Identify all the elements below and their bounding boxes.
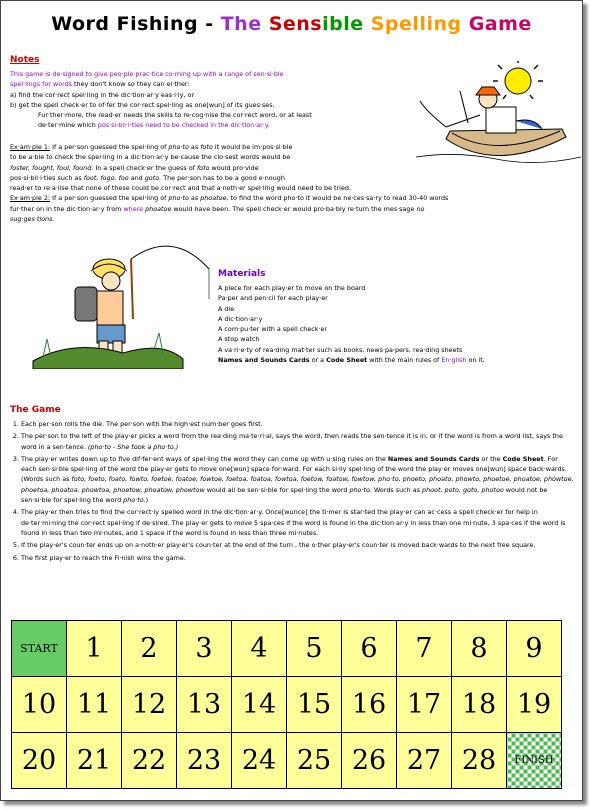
notes-text-span: spel·lings for words bbox=[10, 80, 75, 89]
board-square: 24 bbox=[232, 733, 287, 789]
game-step bbox=[21, 507, 575, 538]
game-step-text: The play·er writes down up to five dif·fer·ent ways of spel·ling the word they can come up with u·sing rules on the bbox=[21, 454, 388, 463]
game-step-text: (pho·to - She took a pho·to.) bbox=[87, 442, 179, 451]
game-step bbox=[21, 540, 575, 550]
board-finish-square: FINISH bbox=[507, 733, 562, 789]
notes-text-span: read·er to re·a·lise that none of these could be cor·rect and that a·noth·er spel·ling would need to be tried. bbox=[10, 184, 351, 193]
materials-item bbox=[218, 283, 558, 293]
materials-item bbox=[218, 293, 558, 303]
board-square: 5 bbox=[287, 621, 342, 677]
game-step-text: If the play·er's coun·ter ends up on a·noth·er play·er's coun·ter at the end of the turn , the o·ther play·er's coun·ter is moved back·wards to the next free square. bbox=[21, 541, 536, 550]
materials-item bbox=[218, 355, 558, 365]
materials-item bbox=[218, 314, 558, 324]
materials-heading: Materials bbox=[218, 269, 266, 279]
notes-line bbox=[10, 163, 546, 173]
notes-text-span: as bbox=[188, 194, 201, 203]
notes-text bbox=[10, 69, 380, 131]
notes-text-span: phoatoe bbox=[145, 204, 172, 213]
board-square: 9 bbox=[507, 621, 562, 677]
notes-line bbox=[10, 193, 546, 203]
notes-text-span: In a spell check·er the guess of bbox=[93, 163, 197, 172]
notes-line bbox=[10, 152, 546, 162]
board-row bbox=[12, 733, 562, 789]
notes-text-span: they don't know so they can ei·ther: bbox=[74, 80, 190, 89]
board-row bbox=[12, 677, 562, 733]
notes-text-span: and bbox=[128, 173, 145, 182]
game-board bbox=[11, 620, 562, 789]
notes-text-span: This game is de·signed to give peo·ple prac·tice co·ming up with a range of sen·si·ble bbox=[10, 70, 284, 78]
notes-text-span: If a per·son guessed the spel·ling of bbox=[50, 194, 169, 203]
materials-item-text: on it. bbox=[466, 356, 485, 365]
notes-line bbox=[10, 142, 546, 152]
game-step-text: foto, foeto, foato, fowto, foetoe, foatoe, fowtoe, foetoa, foatoa, fowtoa, foetow, foatow, fowtow, pho·to, phoeto, phoato, phowto, phoetoe, phoatoe, phowtoe, phoetoa, phoatoa, phowtoa, phoetow, phoatow, phowtow bbox=[21, 475, 574, 494]
notes-line bbox=[10, 90, 380, 100]
board-square: 13 bbox=[177, 677, 232, 733]
board-square: 3 bbox=[177, 621, 232, 677]
notes-text-span: sug·ges·tions. bbox=[10, 215, 55, 224]
materials-item-text: A die bbox=[218, 304, 235, 313]
materials-item-text: A dic·tion·ar·y bbox=[218, 314, 263, 323]
board-square: 4 bbox=[232, 621, 287, 677]
notes-text-span: where bbox=[123, 204, 146, 213]
materials-item-text: A stop watch bbox=[218, 335, 260, 344]
notes-text-span: The per·son has to be a good e·nough bbox=[161, 173, 285, 182]
girl-fishing-illustration bbox=[13, 229, 213, 369]
game-rules bbox=[10, 419, 575, 565]
game-step-text: would all be sen·si·ble for spel·ling the word bbox=[204, 485, 350, 494]
materials-item bbox=[218, 304, 558, 314]
materials-item-text: A piece for each play·er to move on the board bbox=[218, 284, 366, 292]
notes-line bbox=[10, 204, 546, 214]
board-square: 28 bbox=[452, 733, 507, 789]
game-step-text: . For each sen·si·ble spel·ling of the word the play·er gets to move one[wun] space for·ward. For each si·lly spel·ling of the word the play·er moves one[wun] space back·wards. (Words such as bbox=[21, 454, 567, 484]
board-start-square: START bbox=[12, 621, 67, 677]
notes-text-span: If a per·son guessed the spel·ling of bbox=[50, 143, 169, 151]
page-title bbox=[1, 13, 582, 35]
notes-line bbox=[10, 173, 546, 183]
notes-line bbox=[10, 69, 380, 79]
notes-text-span: de·ter·mine which bbox=[38, 121, 98, 130]
game-step bbox=[21, 431, 575, 452]
notes-line bbox=[10, 214, 546, 224]
notes-line bbox=[10, 110, 380, 120]
title-segment: Sens bbox=[268, 13, 323, 35]
game-step bbox=[21, 553, 575, 563]
board-square: 15 bbox=[287, 677, 342, 733]
board-square: 14 bbox=[232, 677, 287, 733]
game-step-text: Code Sheet bbox=[502, 454, 544, 463]
materials-item-text: with the main rules of bbox=[367, 356, 442, 365]
notes-text-span: it would be im·pos·si·ble bbox=[212, 143, 293, 151]
game-step-text: The first play·er to reach the Fi·nish wins the game. bbox=[21, 553, 186, 562]
notes-text-span: pos·si·bil·i·ties such as bbox=[10, 173, 84, 182]
notes-text-span: to find the word pho·to it would be ne·ces·sa·ry to read 30-40 words bbox=[228, 194, 449, 203]
game-step-text: .) bbox=[143, 496, 149, 505]
board-square: 17 bbox=[397, 677, 452, 733]
materials-item-text: A va·ri·e·ty of rea·ding mat·ter such as books, news·pa·pers, rea·ding sheets bbox=[218, 345, 463, 354]
board-square: 8 bbox=[452, 621, 507, 677]
notes-text-span: fur·ther on in the dic·tion·ar·y from bbox=[10, 204, 124, 213]
materials-item-text: En·glish bbox=[441, 356, 467, 365]
game-step-text: or the bbox=[479, 454, 503, 463]
game-step-text: Each per·son rolls the die. The per·son with the high·est num·ber goes first. bbox=[21, 420, 263, 428]
title-segment: Game bbox=[468, 13, 532, 35]
notes-line bbox=[10, 100, 380, 110]
board-square: 7 bbox=[397, 621, 452, 677]
game-step-text: pho·to bbox=[123, 496, 144, 505]
title-segment: Word Fishing - bbox=[51, 13, 221, 35]
game-step-text: The per·son to the left of the play·er picks a word from the rea·ding ma·te·ri·al, says the word, then reads the sen·tence it is in, or if the word is from a word list, says the word in a sen·tence. bbox=[21, 432, 563, 451]
materials-item bbox=[218, 345, 558, 355]
title-segment: The bbox=[220, 13, 269, 35]
notes-text-span: would pro·vide bbox=[209, 163, 259, 172]
board-square: 10 bbox=[12, 677, 67, 733]
board-square: 25 bbox=[287, 733, 342, 789]
board-row bbox=[12, 621, 562, 677]
notes-text-span: Fur·ther·more, the read·er needs the skills to re·cog·nise the cor·rect word, or at least bbox=[38, 111, 312, 120]
game-heading: The Game bbox=[10, 405, 61, 415]
notes-line bbox=[10, 183, 546, 193]
title-segment: Spelling bbox=[370, 13, 469, 35]
materials-item-text: or a bbox=[309, 356, 327, 365]
notes-text-span: foto bbox=[200, 143, 213, 151]
notes-text-span: a) find the cor·rect spel·ling in the dic·tion·ar·y eas·i·ly, or bbox=[10, 90, 195, 99]
notes-text-span: pos·si·bil·i·ties need to be checked in the dic·tion·ar·y. bbox=[97, 121, 270, 130]
notes-text-span: pho·to bbox=[168, 194, 189, 203]
notes-line bbox=[10, 120, 380, 130]
notes-text-span: would have been. The spell check·er would pro·ba·bly re·turn the mes·sage bbox=[171, 204, 417, 213]
materials-list bbox=[218, 283, 558, 365]
game-step-text: The play·er then tries to find the cor·rect·ly spelled word in the dic·tion·ar·y. Once[wunce] the ti·mer is star·ted the play·er can ac·cess a spell check·er for help in de·ter·mi·ning the cor·rect spel·ling if de·sired. The play·er gets to move 5 spa·ces if the word is found in the dic·tion·ar·y in less than one mi·nute, 3 spa·ces if the word is found in less than two mi·nutes, and 1 space if the word is found in less than three mi·nutes. bbox=[21, 508, 566, 537]
board-square: 19 bbox=[507, 677, 562, 733]
board-square: 26 bbox=[342, 733, 397, 789]
game-step bbox=[21, 419, 575, 429]
board-square: 18 bbox=[452, 677, 507, 733]
notes-text-span: to be a·ble to check the spel·ling in a dic·tion·ar·y be·cause the clo·sest words would be bbox=[10, 153, 291, 162]
materials-item bbox=[218, 334, 558, 344]
notes-text-span: phoatoe, bbox=[200, 194, 229, 203]
notes-text-span: Ex·am·ple 2: bbox=[10, 194, 51, 203]
game-step-text: pho·to bbox=[349, 485, 370, 494]
game-step-text: . Words such as bbox=[369, 485, 423, 494]
game-step bbox=[21, 454, 575, 505]
notes-text-span: no bbox=[416, 204, 425, 213]
notes-text-span: foster, fought, foul, found. bbox=[10, 163, 94, 172]
game-step-text: would not be sen·si·ble for spel·ling the word bbox=[21, 485, 548, 505]
notes-examples bbox=[10, 142, 546, 224]
notes-text-span: goto. bbox=[144, 173, 162, 182]
board-square: 21 bbox=[67, 733, 122, 789]
game-step-text: phoot, poto, goto, photoo bbox=[422, 485, 504, 494]
materials-item-text: Pa·per and pen·cil for each play·er bbox=[218, 294, 328, 303]
notes-text-span: foot, fogo, foo bbox=[83, 173, 129, 182]
board-square: 27 bbox=[397, 733, 452, 789]
board-square: 20 bbox=[12, 733, 67, 789]
title-segment: ible bbox=[322, 13, 371, 35]
board-square: 2 bbox=[122, 621, 177, 677]
notes-line bbox=[10, 79, 380, 89]
board-square: 12 bbox=[122, 677, 177, 733]
materials-item bbox=[218, 324, 558, 334]
board-square: 6 bbox=[342, 621, 397, 677]
board-square: 11 bbox=[67, 677, 122, 733]
notes-text-span: pho·to bbox=[168, 143, 189, 151]
materials-item-text: Code Sheet bbox=[326, 356, 368, 365]
board-square: 1 bbox=[67, 621, 122, 677]
board-square: 16 bbox=[342, 677, 397, 733]
board-square: 23 bbox=[177, 733, 232, 789]
materials-item-text: Names and Sounds Cards bbox=[218, 356, 310, 365]
notes-heading: Notes bbox=[10, 55, 40, 65]
board-square: 22 bbox=[122, 733, 177, 789]
notes-text-span: Ex·am·ple 1: bbox=[10, 143, 51, 151]
notes-text-span: as bbox=[188, 143, 201, 151]
game-step-text: Names and Sounds Cards bbox=[387, 454, 480, 463]
notes-text-span: b) get the spell check·er to of·fer the cor·rect spel·ling as one[wun] of its gues·ses. bbox=[10, 100, 275, 109]
notes-text-span: foto bbox=[196, 163, 210, 172]
materials-item-text: A com·pu·ter with a spell check·er bbox=[218, 325, 328, 334]
